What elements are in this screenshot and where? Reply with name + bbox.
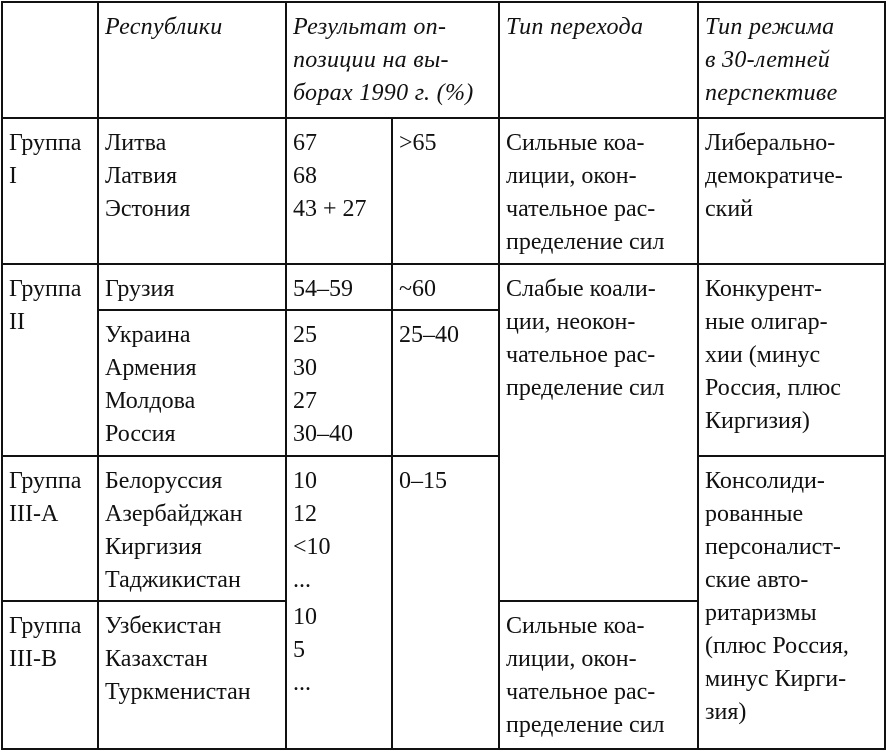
group-1-transition: Сильные коа- лиции, окон- чательное рас- пределение сил [499,118,698,264]
group-2-row-1-results: 54–59 [286,264,392,310]
group-2-regime: Конкурент- ные олигар- хии (минус Россия, плюс Киргизия) [698,264,885,456]
group-3b-transition: Сильные коа- лиции, окон- чательное рас- пределение сил [499,601,698,749]
group-1-regime: Либерально- демократиче- ский [698,118,885,264]
group-1-row [2,118,885,264]
group-3a-countries: Белоруссия Азербайджан Киргизия Таджикистан [98,456,286,601]
header-regime-type: Тип режима в 30-летней перспективе [698,2,885,118]
group-2-row-1-countries: Грузия [98,264,286,310]
group-1-label: Группа I [2,118,98,264]
group-1-results: 67 68 43 + 27 [286,118,392,264]
header-republics: Республики [98,2,286,118]
header-transition-type: Тип перехода [499,2,698,118]
group-2-row-1 [2,264,885,310]
group-3b-countries: Узбекистан Казахстан Туркменистан [98,601,286,749]
group-1-countries: Литва Латвия Эстония [98,118,286,264]
group-2-row-1-range: ~60 [392,264,499,310]
group-3a-row [2,456,885,601]
group-2-row-2-range: 25–40 [392,310,499,456]
group-3b-results: 10 5 ... [286,601,392,749]
group-2-row-2-countries: Украина Армения Молдова Россия [98,310,286,456]
group-2-label: Группа II [2,264,98,456]
comparison-table [1,1,886,750]
group-2-transition: Слабые коали- ции, неокон- чательное рас- пределение сил [499,264,698,601]
group-3a-results: 10 12 <10 ... [286,456,392,601]
header-opposition-result: Результат оп- позиции на вы- борах 1990 г. (%) [286,2,499,118]
header-empty-cell [2,2,98,118]
group-3-regime: Консолиди- рованные персоналист- ские авто- ритаризмы (плюс Россия, минус Кирги- зия) [698,456,885,749]
group-3a-label: Группа III-A [2,456,98,601]
group-1-range: >65 [392,118,499,264]
header-row [2,2,885,118]
group-3-range: 0–15 [392,456,499,749]
group-2-row-2-results: 25 30 27 30–40 [286,310,392,456]
group-3b-label: Группа III-B [2,601,98,749]
